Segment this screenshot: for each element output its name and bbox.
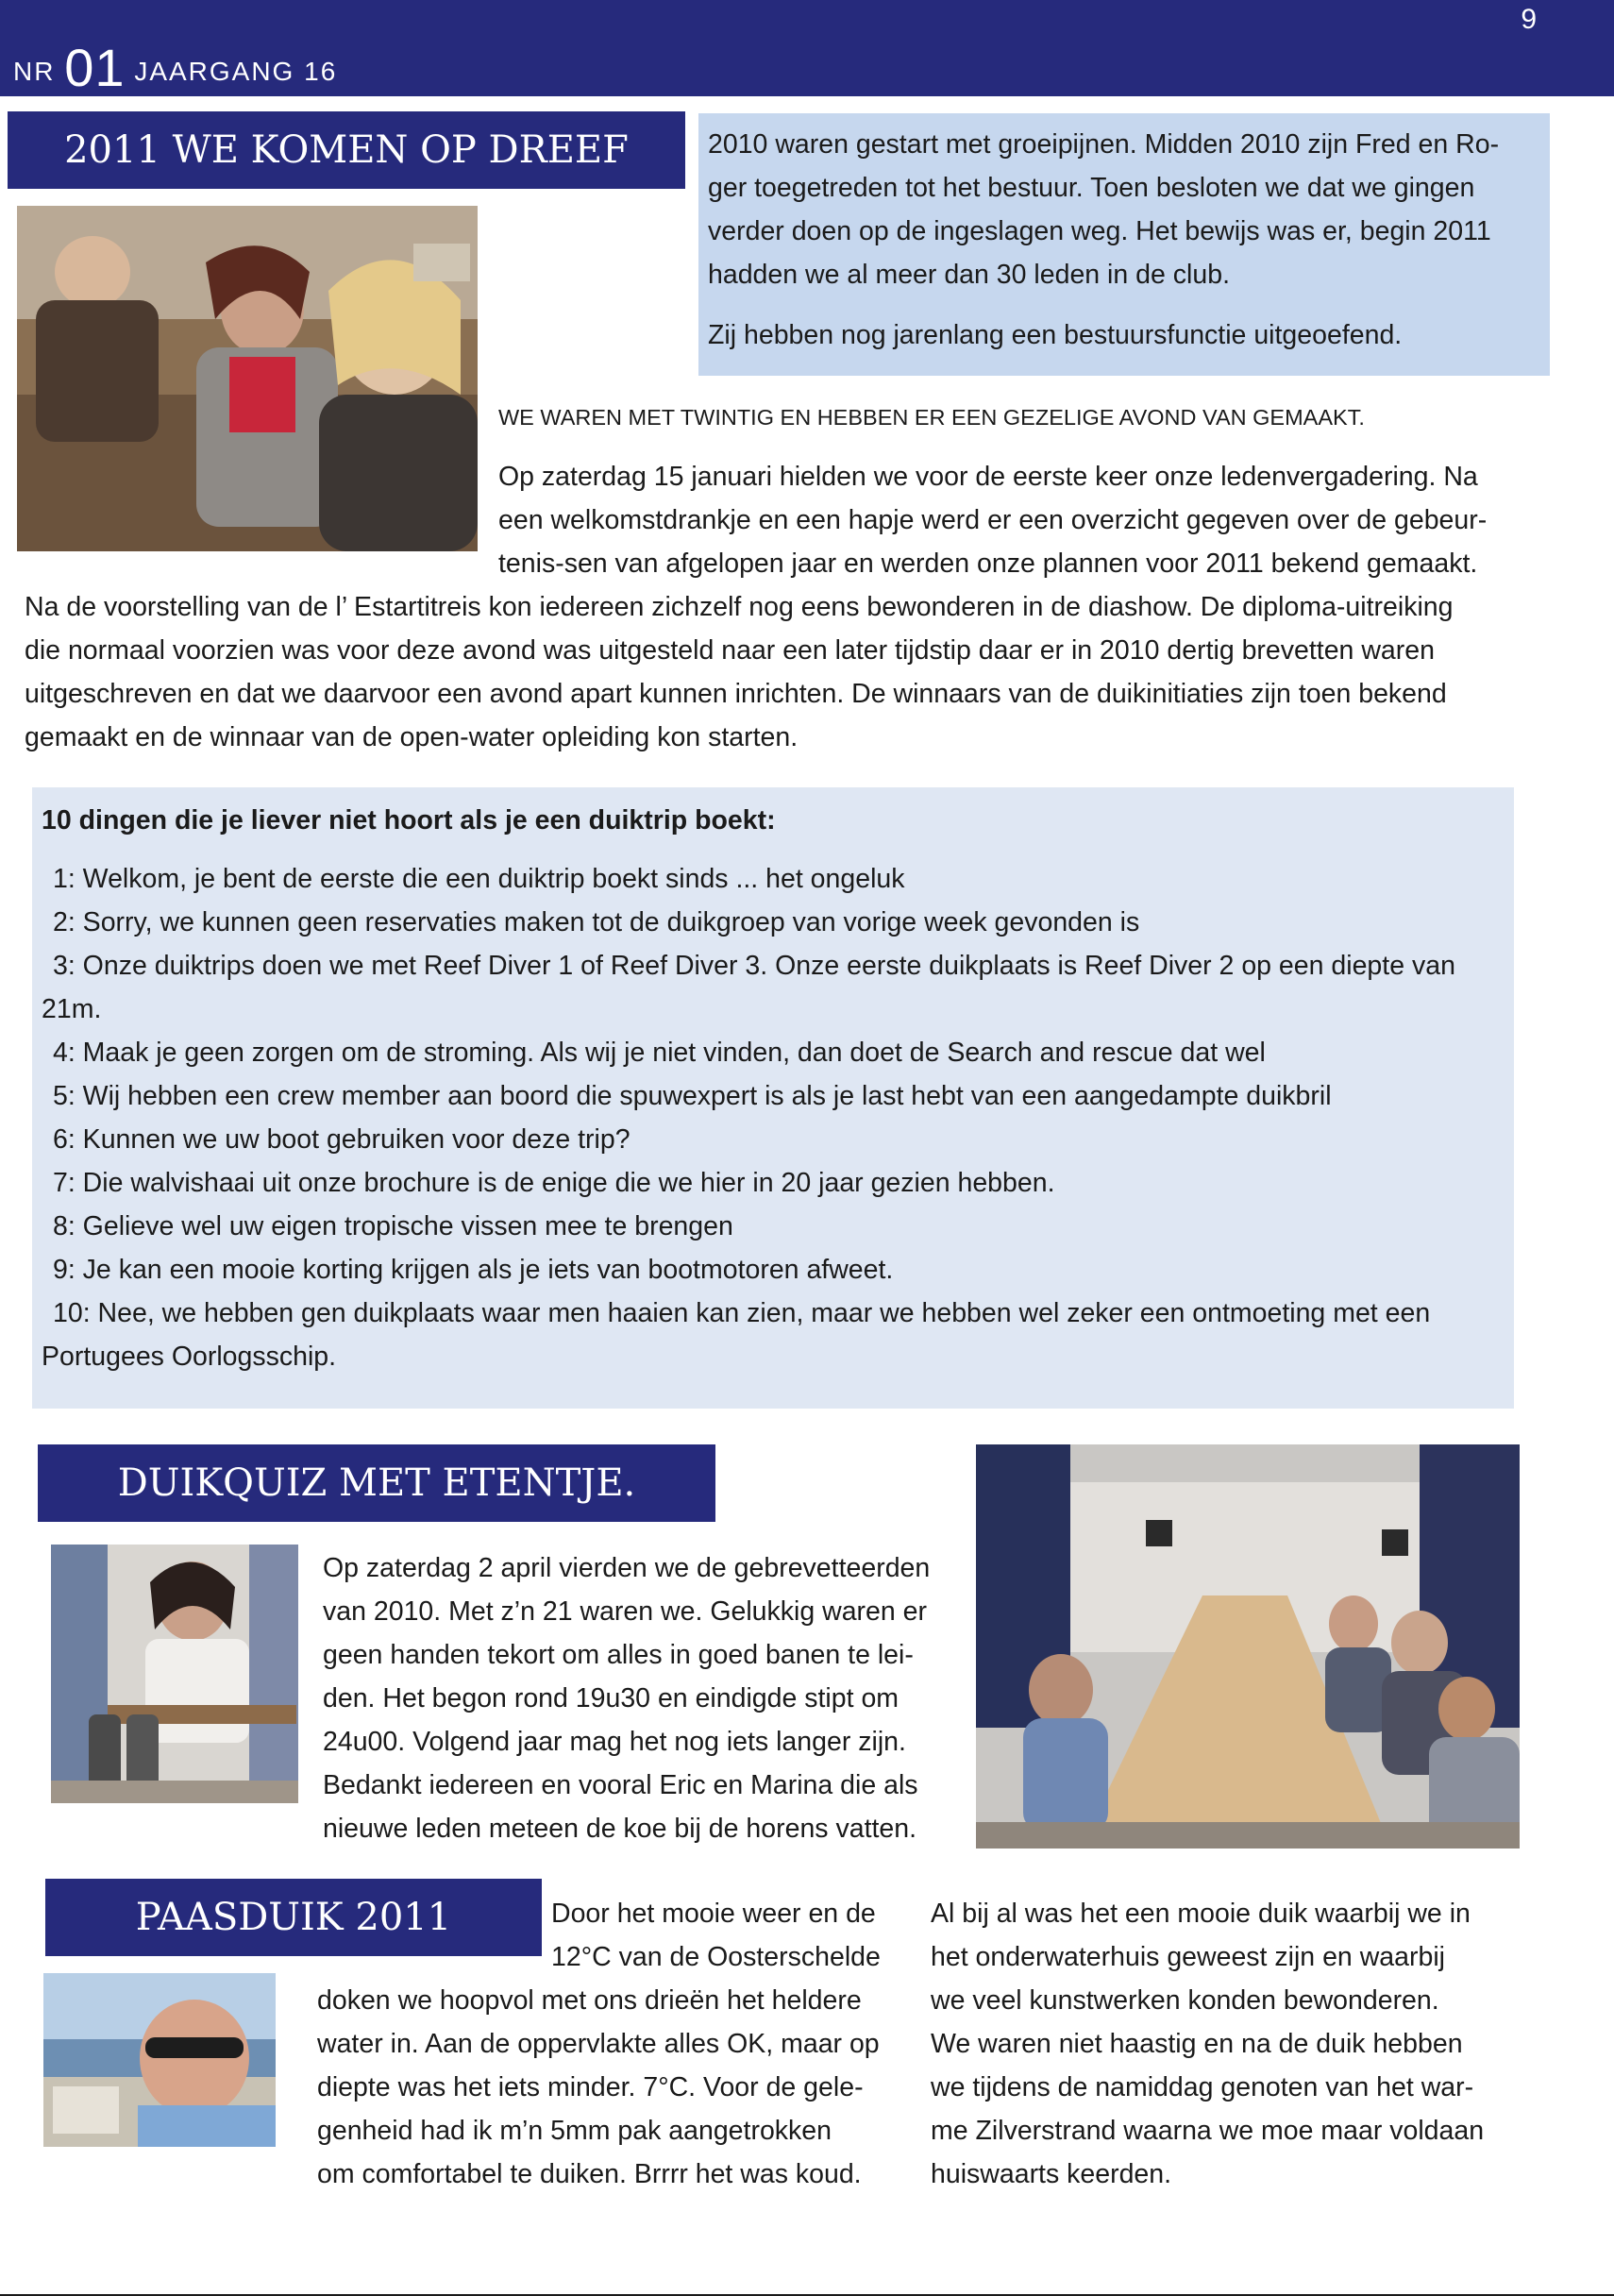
intro-line: verder doen op de ingeslagen weg. Het bewijs was er, begin 2011	[708, 216, 1491, 246]
tips-item: 7: Die walvishaai uit onze brochure is de enige die we hier in 20 jaar gezien hebben.	[53, 1168, 1055, 1198]
body-line: huiswaarts keerden.	[931, 2159, 1172, 2189]
body-line: me Zilverstrand waarna we moe maar voldaan	[931, 2116, 1485, 2146]
body-line: genheid had ik m’n 5mm pak aangetrokken	[317, 2116, 832, 2146]
body-line: Al bij al was het een mooie duik waarbij we in	[931, 1899, 1471, 1929]
photo-dinner-table	[976, 1444, 1520, 1849]
intro-line: ger toegetreden tot het bestuur. Toen besloten we dat we gingen	[708, 173, 1475, 203]
intro-paragraph	[708, 123, 1540, 296]
section3-col1-top	[551, 1892, 948, 1979]
body-line: uitgeschreven en dat we daarvoor een avond apart kunnen inrichten. De winnaars van de duikinitiaties zijn toen bekend	[25, 679, 1447, 709]
body-line: 12°C van de Oosterschelde	[551, 1942, 881, 1972]
tips-item: 9: Je kan een mooie korting krijgen als je iets van bootmotoren afweet.	[53, 1255, 894, 1285]
volume-label: JAARGANG 16	[134, 57, 338, 86]
page-number: 9	[1521, 4, 1537, 35]
body-line: een welkomstdrankje en een hapje werd er een overzicht gegeven over de gebeur-	[498, 505, 1488, 535]
body-line: we tijdens de namiddag genoten van het war-	[931, 2072, 1474, 2102]
intro-line: 2010 waren gestart met groeipijnen. Midden 2010 zijn Fred en Ro-	[708, 129, 1500, 160]
body-line: tenis-sen van afgelopen jaar en werden onze plannen voor 2011 bekend gemaakt.	[498, 549, 1478, 579]
section2-body	[323, 1546, 984, 1850]
tips-item: 4: Maak je geen zorgen om de stroming. Als wij je niet vinden, dan doet de Search and rescue dat wel	[53, 1038, 1266, 1068]
section1-body-wide	[25, 585, 1582, 759]
body-line: het onderwaterhuis geweest zijn en waarbij	[931, 1942, 1445, 1972]
body-line: van 2010. Met z’n 21 waren we. Gelukkig waren er	[323, 1596, 927, 1627]
section-title-duikquiz: DUIKQUIZ MET ETENTJE.	[38, 1444, 715, 1522]
issue-label	[13, 38, 338, 97]
section-title-paasduik: PAASDUIK 2011	[45, 1879, 542, 1956]
section1-body-narrow	[498, 455, 1574, 585]
body-line: we veel kunstwerken konden bewonderen.	[931, 1985, 1439, 2016]
body-line: Door het mooie weer en de	[551, 1899, 876, 1929]
body-line: den. Het begon rond 19u30 en eindigde stipt om	[323, 1683, 899, 1714]
body-line: geen handen tekort om alles in goed banen te lei-	[323, 1640, 914, 1670]
section3-col2	[931, 1892, 1572, 2196]
body-line: Op zaterdag 15 januari hielden we voor de eerste keer onze ledenvergadering. Na	[498, 462, 1478, 492]
body-line: die normaal voorzien was voor deze avond was uitgesteld naar een later tijdstip daar er in 2010 dertig brevetten waren	[25, 635, 1435, 666]
intro-paragraph-2: Zij hebben nog jarenlang een bestuursfunctie uitgeoefend.	[708, 320, 1403, 350]
body-line: nieuwe leden meteen de koe bij de horens vatten.	[323, 1814, 917, 1844]
body-line: Op zaterdag 2 april vierden we de gebrevetteerden	[323, 1553, 931, 1583]
tips-item: 5: Wij hebben een crew member aan boord die spuwexpert is als je last hebt van een aangedampte duikbril	[53, 1081, 1332, 1111]
tips-item: 10: Nee, we hebben gen duikplaats waar men haaien kan zien, maar we hebben wel zeker een ontmoeting met een	[53, 1298, 1431, 1328]
intro-box	[698, 113, 1550, 376]
tips-item: 6: Kunnen we uw boot gebruiken voor deze trip?	[53, 1124, 630, 1155]
tips-item: 21m.	[42, 994, 102, 1024]
tips-item: Portugees Oorlogsschip.	[42, 1342, 337, 1372]
body-line: om comfortabel te duiken. Brrrr het was koud.	[317, 2159, 862, 2189]
body-line: Bedankt iedereen en vooral Eric en Marina die als	[323, 1770, 918, 1800]
body-line: Na de voorstelling van de l’ Estartitreis kon iedereen zichzelf nog eens bewonderen in de diashow. De diploma-uitreiking	[25, 592, 1454, 622]
body-line: diepte was het iets minder. 7°C. Voor de gele-	[317, 2072, 864, 2102]
body-line: water in. Aan de oppervlakte alles OK, maar op	[317, 2029, 880, 2059]
photo-woman-coffee	[51, 1545, 298, 1803]
tips-item: 3: Onze duiktrips doen we met Reef Diver 1 of Reef Diver 3. Onze eerste duikplaats is Reef Diver 2 op een diepte van	[53, 951, 1455, 981]
tips-box	[32, 787, 1514, 1409]
section3-col1	[317, 1979, 948, 2196]
body-line: doken we hoopvol met ons drieën het heldere	[317, 1985, 862, 2016]
tips-title: 10 dingen die je liever niet hoort als je een duiktrip boekt:	[42, 805, 776, 836]
body-line: 24u00. Volgend jaar mag het nog iets langer zijn.	[323, 1727, 906, 1757]
intro-line: hadden we al meer dan 30 leden in de club.	[708, 260, 1230, 290]
section-title-op-dreef: 2011 WE KOMEN OP DREEF	[8, 111, 685, 189]
photo-diver-sunglasses	[43, 1973, 276, 2147]
photo-meeting-women	[17, 206, 478, 551]
issue-number: 01	[64, 38, 126, 97]
tips-item: 1: Welkom, je bent de eerste die een duiktrip boekt sinds ... het ongeluk	[53, 864, 905, 894]
body-line: gemaakt en de winnaar van de open-water opleiding kon starten.	[25, 722, 799, 752]
issue-prefix: NR	[13, 57, 56, 86]
photo-caption: WE WAREN MET TWINTIG EN HEBBEN ER EEN GEZELIGE AVOND VAN GEMAAKT.	[498, 405, 1365, 430]
body-line: We waren niet haastig en na de duik hebben	[931, 2029, 1463, 2059]
tips-item: 8: Gelieve wel uw eigen tropische vissen mee te brengen	[53, 1211, 733, 1241]
tips-item: 2: Sorry, we kunnen geen reservaties maken tot de duikgroep van vorige week gevonden is	[53, 907, 1140, 937]
